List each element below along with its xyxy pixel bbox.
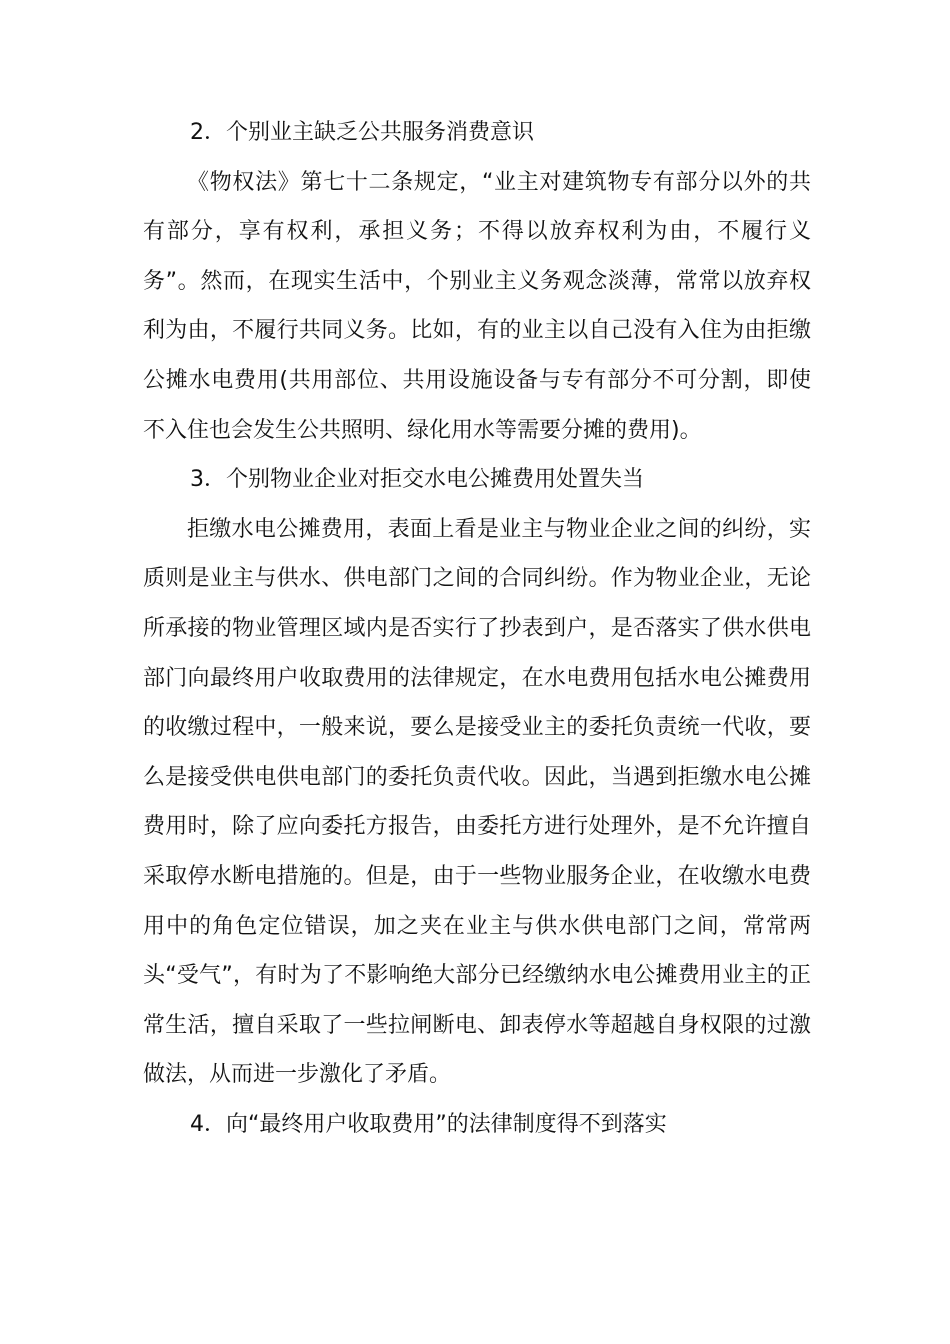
section-heading-4: 4．向“最终用户收取费用”的法律制度得不到落实 [190, 1111, 667, 1137]
section-heading-2: 2．个别业主缺乏公共服务消费意识 [190, 120, 534, 145]
section-heading-3: 3．个别物业企业对拒交水电公摊费用处置失当 [190, 467, 644, 493]
section-paragraph-2: 《物权法》第七十二条规定，“业主对建筑物专有部分以外的共有部分，享有权利，承担义务；不得以放弃权利为由，不履行义务”。然而，在现实生活中，个别业主义务观念淡薄，常常以放弃权利为由，不履行共同义务。比如，有的业主以自己没有入住为由拒缴公摊水电费用(共用部位、共用设施设备与专有部分不可分割，即使不入住也会发生公共照明、绿化用水等需要分摊的费用)。 [143, 169, 811, 443]
document-body [143, 108, 811, 1149]
section-paragraph-3: 拒缴水电公摊费用，表面上看是业主与物业企业之间的纠纷，实质则是业主与供水、供电部门之间的合同纠纷。作为物业企业，无论所承接的物业管理区域内是否实行了抄表到户，是否落实了供水供电部门向最终用户收取费用的法律规定，在水电费用包括水电公摊费用的收缴过程中，一般来说，要么是接受业主的委托负责统一代收，要么是接受供电供电部门的委托负责代收。因此，当遇到拒缴水电公摊费用时，除了应向委托方报告，由委托方进行处理外，是不允许擅自采取停水断电措施的。但是，由于一些物业服务企业，在收缴水电费用中的角色定位错误，加之夹在业主与供水供电部门之间，常常两头“受气”，有时为了不影响绝大部分已经缴纳水电公摊费用业主的正常生活，擅自采取了一些拉闸断电、卸表停水等超越自身权限的过激做法，从而进一步激化了矛盾。 [143, 516, 811, 1088]
